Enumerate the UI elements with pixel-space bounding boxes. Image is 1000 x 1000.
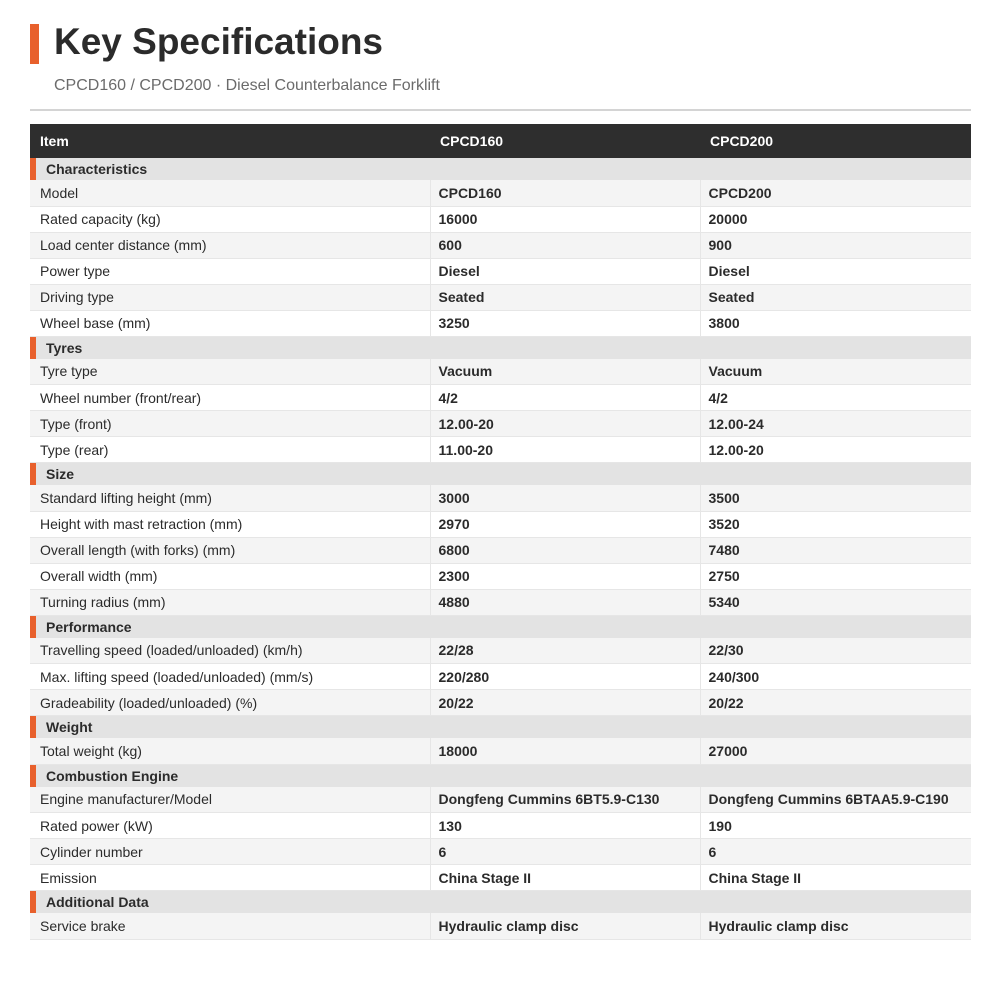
- section-accent-mark: [30, 716, 36, 738]
- section-title: Performance: [46, 618, 132, 635]
- section-cell: [30, 764, 971, 787]
- spec-item-label: Rated power (kW): [30, 813, 430, 839]
- spec-item-label: Turning radius (mm): [30, 589, 430, 615]
- table-row: [30, 411, 971, 437]
- table-row: [30, 310, 971, 336]
- section-title: Size: [46, 466, 75, 482]
- section-header-combustion-engine: [30, 764, 971, 787]
- spec-value-cpcd160: China Stage II: [430, 865, 700, 891]
- spec-value-cpcd160: Vacuum: [430, 359, 700, 385]
- spec-value-cpcd200: Diesel: [700, 258, 971, 284]
- section-header-characteristics: [30, 158, 971, 180]
- table-row: [30, 589, 971, 615]
- spec-item-label: Standard lifting height (mm): [30, 485, 430, 511]
- spec-item-label: Engine manufacturer/Model: [30, 787, 430, 813]
- spec-item-label: Max. lifting speed (loaded/unloaded) (mm/s): [30, 664, 430, 690]
- spec-item-label: Service brake: [30, 913, 430, 939]
- table-body: [30, 158, 971, 939]
- table-row: [30, 839, 971, 865]
- table-row: [30, 537, 971, 563]
- spec-value-cpcd160: 4/2: [430, 385, 700, 411]
- column-header-cpcd200: CPCD200: [700, 124, 971, 158]
- section-title: Tyres: [46, 339, 83, 356]
- table-row: [30, 511, 971, 537]
- spec-value-cpcd160: Hydraulic clamp disc: [430, 913, 700, 939]
- page-title: Key Specifications: [54, 21, 384, 62]
- spec-item-label: Wheel base (mm): [30, 310, 430, 336]
- spec-item-label: Load center distance (mm): [30, 232, 430, 258]
- section-accent-mark: [30, 463, 36, 485]
- spec-item-label: Tyre type: [30, 359, 430, 385]
- spec-item-label: Cylinder number: [30, 839, 430, 865]
- section-title: Combustion Engine: [46, 767, 179, 784]
- table-row: [30, 638, 971, 664]
- table-row: [30, 690, 971, 716]
- section-accent-mark: [30, 765, 36, 787]
- spec-item-label: Wheel number (front/rear): [30, 385, 430, 411]
- spec-value-cpcd200: Dongfeng Cummins 6BTAA5.9-C190: [700, 787, 971, 813]
- spec-value-cpcd200: 3500: [700, 485, 971, 511]
- spec-value-cpcd160: Dongfeng Cummins 6BT5.9-C130: [430, 787, 700, 813]
- spec-value-cpcd160: 12.00-20: [430, 411, 700, 437]
- table-row: [30, 738, 971, 764]
- spec-value-cpcd160: 6: [430, 839, 700, 865]
- spec-value-cpcd200: 900: [700, 232, 971, 258]
- spec-value-cpcd160: 22/28: [430, 638, 700, 664]
- spec-item-label: Driving type: [30, 284, 430, 310]
- spec-value-cpcd160: 6800: [430, 537, 700, 563]
- spec-value-cpcd160: 2970: [430, 511, 700, 537]
- spec-value-cpcd160: Seated: [430, 284, 700, 310]
- section-accent-mark: [30, 616, 36, 638]
- table-header-row: [30, 124, 971, 158]
- spec-value-cpcd200: 5340: [700, 589, 971, 615]
- table-row: [30, 664, 971, 690]
- spec-value-cpcd200: 190: [700, 813, 971, 839]
- table-row: [30, 232, 971, 258]
- spec-value-cpcd160: Diesel: [430, 258, 700, 284]
- section-accent-mark: [30, 891, 36, 913]
- spec-value-cpcd200: 3520: [700, 511, 971, 537]
- spec-item-label: Power type: [30, 258, 430, 284]
- spec-value-cpcd200: Seated: [700, 284, 971, 310]
- section-cell: [30, 463, 971, 486]
- spec-value-cpcd200: 22/30: [700, 638, 971, 664]
- spec-value-cpcd200: China Stage II: [700, 865, 971, 891]
- spec-value-cpcd160: 2300: [430, 563, 700, 589]
- spec-item-label: Emission: [30, 865, 430, 891]
- table-row: [30, 913, 971, 939]
- column-header-cpcd160: CPCD160: [430, 124, 700, 158]
- section-header-weight: [30, 716, 971, 739]
- spec-value-cpcd200: 4/2: [700, 385, 971, 411]
- spec-value-cpcd200: 12.00-24: [700, 411, 971, 437]
- spec-item-label: Overall width (mm): [30, 563, 430, 589]
- section-cell: [30, 615, 971, 638]
- table-row: [30, 206, 971, 232]
- section-title: Additional Data: [46, 894, 149, 910]
- spec-value-cpcd200: Vacuum: [700, 359, 971, 385]
- spec-value-cpcd200: CPCD200: [700, 180, 971, 206]
- table-row: [30, 813, 971, 839]
- section-header-additional-data: [30, 891, 971, 914]
- spec-value-cpcd160: CPCD160: [430, 180, 700, 206]
- specifications-table: [30, 124, 971, 940]
- spec-value-cpcd160: 600: [430, 232, 700, 258]
- table-row: [30, 437, 971, 463]
- table-row: [30, 180, 971, 206]
- spec-item-label: Type (front): [30, 411, 430, 437]
- spec-value-cpcd160: 4880: [430, 589, 700, 615]
- spec-item-label: Gradeability (loaded/unloaded) (%): [30, 690, 430, 716]
- spec-value-cpcd200: 2750: [700, 563, 971, 589]
- section-cell: [30, 336, 971, 359]
- spec-value-cpcd160: 16000: [430, 206, 700, 232]
- table-row: [30, 258, 971, 284]
- table-row: [30, 385, 971, 411]
- header-divider: [30, 109, 971, 111]
- spec-value-cpcd200: 3800: [700, 310, 971, 336]
- section-title: Weight: [46, 719, 93, 735]
- table-row: [30, 485, 971, 511]
- table-row: [30, 284, 971, 310]
- spec-item-label: Type (rear): [30, 437, 430, 463]
- column-header-item: Item: [30, 124, 430, 158]
- spec-value-cpcd200: 6: [700, 839, 971, 865]
- section-header-performance: [30, 615, 971, 638]
- section-accent-mark: [30, 158, 36, 180]
- spec-value-cpcd200: 240/300: [700, 664, 971, 690]
- spec-value-cpcd200: 20/22: [700, 690, 971, 716]
- spec-value-cpcd160: 3250: [430, 310, 700, 336]
- spec-item-label: Total weight (kg): [30, 738, 430, 764]
- spec-value-cpcd160: 20/22: [430, 690, 700, 716]
- section-title: Characteristics: [46, 161, 148, 177]
- spec-item-label: Model: [30, 180, 430, 206]
- spec-value-cpcd200: 27000: [700, 738, 971, 764]
- spec-item-label: Travelling speed (loaded/unloaded) (km/h): [30, 638, 430, 664]
- table-row: [30, 359, 971, 385]
- table-row: [30, 787, 971, 813]
- section-header-tyres: [30, 336, 971, 359]
- section-header-size: [30, 463, 971, 486]
- spec-value-cpcd160: 3000: [430, 485, 700, 511]
- table-row: [30, 865, 971, 891]
- spec-item-label: Height with mast retraction (mm): [30, 511, 430, 537]
- section-cell: [30, 158, 971, 180]
- table-row: [30, 563, 971, 589]
- spec-value-cpcd200: 7480: [700, 537, 971, 563]
- spec-value-cpcd160: 11.00-20: [430, 437, 700, 463]
- title-accent-bar: [30, 24, 39, 64]
- spec-item-label: Rated capacity (kg): [30, 206, 430, 232]
- spec-value-cpcd160: 130: [430, 813, 700, 839]
- section-cell: [30, 891, 971, 914]
- section-accent-mark: [30, 337, 36, 359]
- spec-value-cpcd200: 20000: [700, 206, 971, 232]
- section-cell: [30, 716, 971, 739]
- spec-value-cpcd160: 18000: [430, 738, 700, 764]
- page-subtitle: CPCD160 / CPCD200 · Diesel Counterbalance Forklift: [54, 77, 440, 94]
- spec-item-label: Overall length (with forks) (mm): [30, 537, 430, 563]
- spec-value-cpcd200: Hydraulic clamp disc: [700, 913, 971, 939]
- spec-value-cpcd160: 220/280: [430, 664, 700, 690]
- spec-value-cpcd200: 12.00-20: [700, 437, 971, 463]
